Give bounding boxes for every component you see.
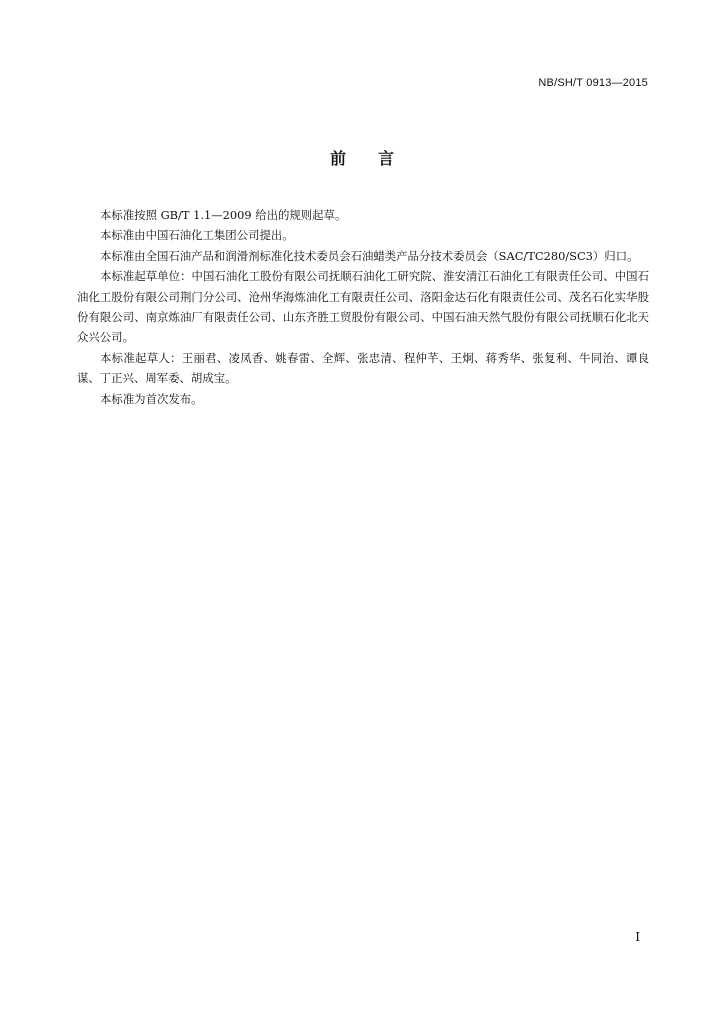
paragraph-proposer: 本标准由中国石油化工集团公司提出。 bbox=[100, 228, 294, 243]
paragraph-first-release: 本标准为首次发布。 bbox=[100, 391, 203, 406]
paragraph-drafting-rules: 本标准按照 GB/T 1.1—2009 给出的规则起草。 bbox=[100, 208, 347, 222]
page-title: 前 言 bbox=[329, 149, 394, 168]
standard-code: NB/SH/T 0913—2015 bbox=[538, 77, 648, 89]
paragraph-technical-committee: 本标准由全国石油产品和润滑剂标准化技术委员会石油蜡类产品分技术委员会（SAC/TC280/SC3）归口。 bbox=[100, 248, 639, 263]
page-number: I bbox=[635, 930, 640, 944]
paragraph-drafters: 本标准起草人：王丽君、凌凤香、姚春雷、全辉、张忠清、程仲芊、王炯、蒋秀华、张复利、牛同治、谭良谋、丁正兴、周军委、胡成宝。 bbox=[77, 350, 649, 386]
foreword-body bbox=[77, 205, 649, 409]
paragraph-drafting-units: 本标准起草单位：中国石油化工股份有限公司抚顺石油化工研究院、淮安清江石油化工有限责任公司、中国石油化工股份有限公司荆门分公司、沧州华海炼油化工有限责任公司、洛阳金达石化有限责任公司、茂名石化实华股份有限公司、南京炼油厂有限责任公司、山东齐胜工贸股份有限公司、中国石油天然气股份有限公司抚顺石化北天众兴公司。 bbox=[77, 269, 649, 345]
